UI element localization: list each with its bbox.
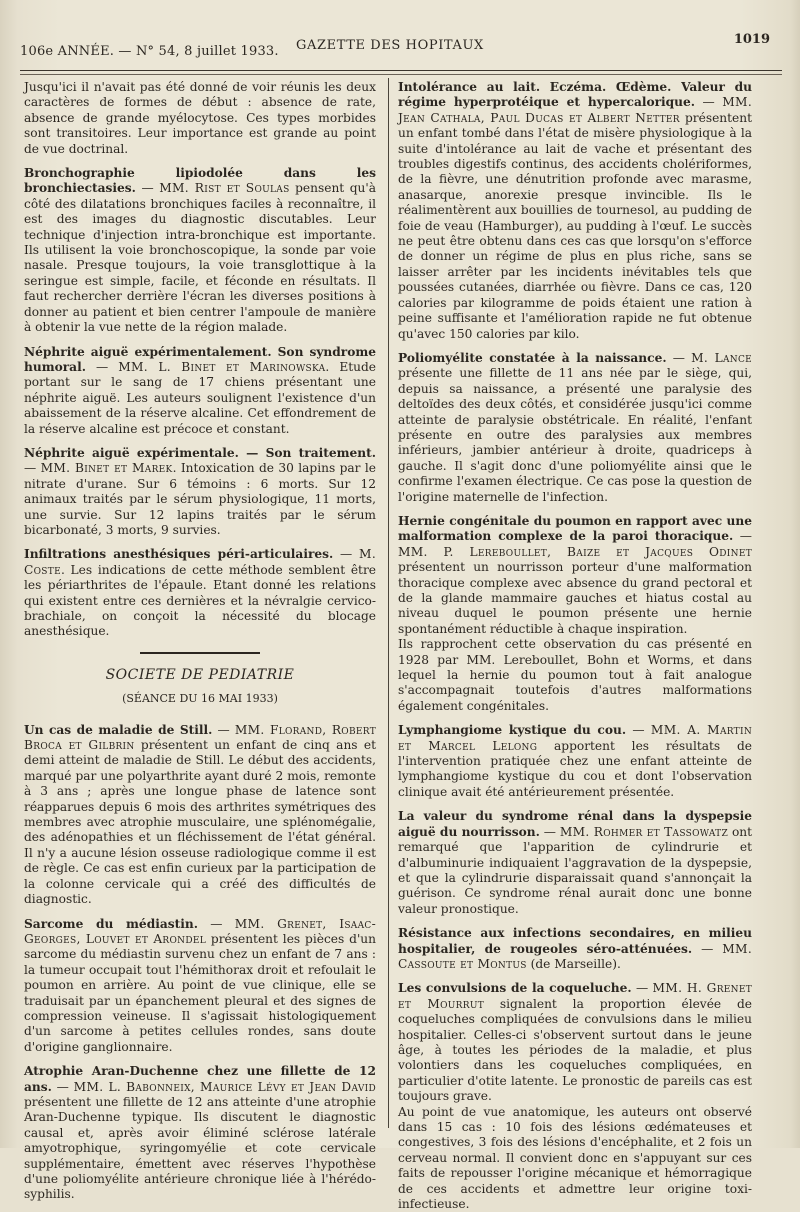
article-body: apportent les résultats de l'intervention pratiquée chez une enfant atteinte de lymphangiome kystique du cou et dont l'observation clinique avait été antérieurement présentée. [398,738,752,799]
article-bronchographie: Bronchographie lipiodolée dans les bronchiectasies. — MM. Rist et Soulas pensent qu'à côté des dilatations bronchiques faciles à reconnaître, il est des images du diagnostic discutables. Leur technique d'injection intra-bronchique est importante. Ils utilisent la voie bronchoscopique, la sonde par voie nasale. Presque toujours, la voie transglottique à la seringue est simple, facile, et féconde en résultats. Il faut rechercher derrière l'écran les diverses positions à donner au patient et bien centrer l'ampoule de manière à obtenir la vue nette de la région malade. [24,166,377,335]
article-body: présentent un enfant tombé dans l'état de misère physiologique à la suite d'intolérance au lait de vache et présentant des troubles digestifs continus, des accidents cholériformes, de la fièvre, une dénutrition profonde avec marasme, anasarque, anorexie presque invincible. Ils le réalimentèrent aux bouillies de tournesol, au pudding de foie de veau (Hamburger), au pudding à l'œuf. Le succès ne peut être obtenu dans ces cas que lorsqu'on s'efforce de donner un régime de plus en plus riche, sans se laisser arrêter par les incidents inévitables tels que poussées cutanées, diarrhée ou fièvre. Dans ce cas, 120 calories par kilogramme de poids étaient une ration à peine suffisante et l'amélioration rapide ne fut obtenue qu'avec 150 calories par kilo. [398,110,752,341]
article-authors: MM. Rist et Soulas [159,181,290,196]
header-rule-secondary [20,74,782,75]
section-rule [140,652,260,654]
article-body: . Etude portant sur le sang de 17 chiens présentant une néphrite aiguë. Les auteurs soulignent l'existence d'un abaissement de la réserve alcaline. Cet effondrement de la réserve alcaline est précoce et constant. [24,359,377,436]
article-authors: MM. H. Grenet et Mourrut [398,981,752,1011]
section-session: (SÉANCE DU 16 MAI 1933) [122,692,278,706]
article-syndrome-renal: La valeur du syndrome rénal dans la dyspepsie aiguë du nourrisson. — MM. Rohmer et Tassowatz ont remarqué que l'apparition de cylindrurie et d'albuminurie indiquaient l'aggravation de la dyspepsie, et que la cylindrurie disparaissait quand s'annonçait la guérison. Ce syndrome rénal aurait donc une bonne valeur pronostique. [398,809,753,916]
article-body: présentent les pièces d'un sarcome du médiastin survenu chez un enfant de 7 ans : la tumeur occupait tout l'hémithorax droit et refoulait le poumon en arrière. Au point de vue clinique, elle se traduisait par un épanchement pleural et des signes de compression veineuse. Il s'agissait histologiquement d'un sarcome à petites cellules rondes, sans doute d'origine ganglionnaire. [24,931,376,1054]
section-header [24,652,376,707]
article-sarcome: Sarcome du médiastin. — MM. Grenet, Isaac-Georges, Louvet et Arondel présentent les pièces d'un sarcome du médiastin survenu chez un enfant de 7 ans : la tumeur occupait tout l'hémithorax droit et refoulait le poumon en arrière. Au point de vue clinique, elle se traduisait par un épanchement pleural et des signes de compression veineuse. Il s'agissait histologiquement d'un sarcome à petites cellules rondes, sans doute d'origine ganglionnaire. [24,916,376,1054]
article-aran-duchenne: Atrophie Aran-Duchenne chez une fillette de 12 ans. — MM. L. Babonneix, Maurice Lévy et Jean David présentent une fillette de 12 ans atteinte d'une atrophie Aran-Duchenne typique. Ils discutent le diagnostic causal et, après avoir éliminé sclérose latérale amyotrophique, syringomyélie et cote cervicale supplémentaire, émettent avec réserves l'hypothèse d'une poliomyélite antérieure chronique liée à l'hérédo-syphilis. [24,1064,377,1202]
article-heading: Un cas de maladie de Still. [24,722,213,737]
article-authors: MM. Jean Cathala, Paul Ducas et Albert Netter [398,95,752,125]
article-heading: Résistance aux infections secondaires, en milieu hospitalier, de rougeoles séro-atténuées. [398,926,752,956]
column-divider [388,78,389,1128]
issue-info: 106e ANNÉE. — N° 54, 8 juillet 1933. [20,44,279,59]
article-body: (de Marseille). [526,956,621,971]
article-body: présentent un enfant de cinq ans et demi atteint de maladie de Still. Le début des accidents, marqué par une polyarthrite ayant duré 2 mois, remonte à 3 ans ; après une longue phase de latence sont réapparues depuis 6 mois des arthrites symétriques des membres avec atrophie musculaire, une splénomégalie, des adénopathies et un fléchissement de l'état général. Il n'y a aucune lésion osseuse radiologique comme il est de règle. Ce cas est enfin curieux par la participation de la colonne cervicale qui a créé des difficultés de diagnostic. [24,738,376,907]
article-authors: MM. L. Binet et Marinowska [118,359,326,374]
article-heading: Néphrite aiguë expérimentalement. Son syndrome humoral. [24,344,376,374]
article-authors: M. Lance [691,350,752,365]
article-heading: Atrophie Aran-Duchenne chez une fillette de 12 ans. [24,1064,376,1094]
article-hernie: Hernie congénitale du poumon en rapport avec une malformation complexe de la paroi thoracique. — MM. P. Lereboullet, Baize et Jacques Odinet présentent un nourrisson porteur d'une malformation thoracique complexe avec absence du grand pectoral et de la glande mammaire gauches et hiatus costal au niveau duquel le poumon présente une hernie spontanément réductible à chaque inspiration. Ils rapprochent cette observation du cas présenté en 1928 par MM. Lereboullet, Bohn et Worms, et dans lequel la hernie du poumon tout à fait analogue s'accompagnait toutefois d'autres malformations également congénitales. [398,513,752,713]
article-heading: Infiltrations anesthésiques péri-articulaires. [24,547,334,562]
publication-title: GAZETTE DES HOPITAUX [296,38,484,53]
article-authors: MM. Grenet, Isaac-Georges, Louvet et Arondel [24,916,376,946]
article-body: . Les indications de cette méthode semblent être les périarthrites de l'épaule. Etant donné les relations qui existent entre ces dernières et la névralgie cervico-brachiale, on conçoit la nécessité du blocage anesthésique. [24,562,376,639]
article-body: signalent la proportion élevée de coqueluches compliquées de convulsions dans le milieu hospitalier. Celles-ci s'observent surtout dans le jeune âge, à toutes les périodes de la maladie, et plus volontiers dans les coqueluches compliquées, en particulier d'otite latente. Le pronostic de pareils cas est toujours grave. [398,996,752,1104]
article-heading: Sarcome du médiastin. [24,916,198,931]
article-poliomyelite: Poliomyélite constatée à la naissance. — M. Lance présente une fillette de 11 ans née par le siège, qui, depuis sa naissance, a présenté une paralysie des deltoïdes des deux côtés, et considérée jusqu'ici comme atteinte de paralysie obstétricale. En réalité, l'enfant présente en outre des paralysies aux membres inférieurs, jambier antérieur à droite, quadriceps à gauche. Il s'agit donc d'une poliomyélite ainsi que le confirme l'examen électrique. Ce cas pose la question de l'origine maternelle de l'infection. [398,350,752,504]
article-heading: Poliomyélite constatée à la naissance. [398,350,667,365]
header-rule [20,70,782,71]
article-body-continued: Au point de vue anatomique, les auteurs ont observé dans 15 cas : 10 fois des lésions œdémateuses et congestives, 3 fois des lésions d'encéphalite, et 2 fois un cerveau normal. Il convient donc en s'appuyant sur ces faits de repousser l'origine mécanique et hémorragique de ces accidents et admettre leur origine toxi-infectieuse. [398,1104,752,1212]
article-heading: Hernie congénitale du poumon en rapport avec une malformation complexe de la paroi thoracique. [398,513,752,544]
right-column [398,80,753,1212]
article-nephrite-humoral: Néphrite aiguë expérimentalement. Son syndrome humoral. — MM. L. Binet et Marinowska. Etude portant sur le sang de 17 chiens présentant une néphrite aiguë. Les auteurs soulignent l'existence d'un abaissement de la réserve alcaline. Cet effondrement de la réserve alcaline est précoce et constant. [24,344,377,436]
article-heading: La valeur du syndrome rénal dans la dyspepsie aiguë du nourrisson. [398,809,752,839]
article-heading: Lymphangiome kystique du cou. [398,723,627,738]
article-body: pensent qu'à côté des dilatations bronchiques faciles à reconnaître, il est des images du diagnostic discutables. Leur technique d'injection intra-bronchique est importante. Ils utilisent la voie bronchoscopique, la sonde par voie nasale. Presque toujours, la voie transglottique à la seringue est simple, facile, et féconde en résultats. Il faut rechercher derrière l'écran les diverses positions à donner au patient et bien centrer l'ampoule de manière à obtenir la vue nette de la région malade. [24,181,377,335]
section-name: SOCIETE DE PEDIATRIE [105,666,295,683]
article-authors: MM. Cassoute et Montus [398,941,752,971]
paragraph-text: Jusqu'ici il n'avait pas été donné de voir réunis les deux caractères de formes de début : absence de rate, absence de grande myélocytose. Ces types morbides sont transitoires. Leur importance est grande au point de vue doctrinal. [24,80,376,156]
article-still: Un cas de maladie de Still. — MM. Florand, Robert Broca et Gilbrin présentent un enfant de cinq ans et demi atteint de maladie de Still. Le début des accidents, marqué par une polyarthrite ayant duré 2 mois, remonte à 3 ans ; après une longue phase de latence sont réapparues depuis 6 mois des arthrites symétriques des membres avec atrophie musculaire, une splénomégalie, des adénopathies et un fléchissement de l'état général. Il n'y a aucune lésion osseuse radiologique comme il est de règle. Ce cas est enfin curieux par la participation de la colonne cervicale qui a créé des difficultés de diagnostic. [24,722,376,907]
article-body: présente une fillette de 11 ans née par le siège, qui, depuis sa naissance, a présenté une paralysie des deltoïdes des deux côtés, et considérée jusqu'ici comme atteinte de paralysie obstétricale. En réalité, l'enfant présente en outre des paralysies aux membres inférieurs, jambier antérieur à droite, quadriceps à gauche. Il s'agit donc d'une poliomyélite ainsi que le confirme l'examen électrique. Ce cas pose la question de l'origine maternelle de l'infection. [398,366,752,504]
article-resistance: Résistance aux infections secondaires, en milieu hospitalier, de rougeoles séro-atténuées. — MM. Cassoute et Montus (de Marseille). [398,926,752,971]
article-authors: MM. L. Babonneix, Maurice Lévy et Jean David [73,1079,377,1094]
article-nephrite-traitement: Néphrite aiguë expérimentale. — Son traitement. — MM. Binet et Marek. Intoxication de 30 lapins par le nitrate d'urane. Sur 6 témoins : 6 morts. Sur 12 animaux traités par le sérum physiologique, 11 morts, une survie. Sur 12 lapins traités par le sérum bicarbonaté, 3 morts, 9 survies. [24,445,377,537]
article-body: . Intoxication de 30 lapins par le nitrate d'urane. Sur 6 témoins : 6 morts. Sur 12 animaux traités par le sérum physiologique, 11 morts, une survie. Sur 12 lapins traités par le sérum bicarbonaté, 3 morts, 9 survies. [24,461,377,537]
article-authors: MM. Florand, Robert Broca et Gilbrin [24,722,376,753]
article-body: présentent une fillette de 12 ans atteinte d'une atrophie Aran-Duchenne typique. Ils discutent le diagnostic causal et, après avoir éliminé sclérose latérale amyotrophique, syringomyélie et cote cervicale supplémentaire, émettent avec réserves l'hypothèse d'une poliomyélite antérieure chronique liée à l'hérédo-syphilis. [24,1094,376,1202]
article-body: présentent un nourrisson porteur d'une malformation thoracique complexe avec absence du grand pectoral et de la glande mammaire gauches et hiatus costal au niveau duquel le poumon présente une hernie spontanément réductible à chaque inspiration. [398,560,752,636]
article-body-continued: Ils rapprochent cette observation du cas présenté en 1928 par MM. Lereboullet, Bohn et Worms, et dans lequel la hernie du poumon tout à fait analogue s'accompagnait toutefois d'autres malformations également congénitales. [398,637,752,713]
article-lymphangiome: Lymphangiome kystique du cou. — MM. A. Martin et Marcel Lelong apportent les résultats de l'intervention pratiquée chez une enfant atteinte de lymphangiome kystique du cou et dont l'observation clinique avait été antérieurement présentée. [398,723,753,799]
article-heading: Les convulsions de la coqueluche. [398,981,632,996]
paragraph [24,80,376,157]
page-header [20,30,770,70]
article-body: ont remarqué que l'apparition de cylindrurie et d'albuminurie indiquaient l'aggravation de la dyspepsie, et que la cylindrurie disparaissait quand s'annonçait la guérison. Ce syndrome rénal aurait donc une bonne valeur pronostique. [398,824,753,916]
article-authors: MM. Rohmer et Tassowatz [559,824,729,839]
article-infiltrations: Infiltrations anesthésiques péri-articulaires. — M. Coste. Les indications de cette méthode semblent être les périarthrites de l'épaule. Etant donné les relations qui existent entre ces dernières et la névralgie cervico-brachiale, on conçoit la nécessité du blocage anesthésique. [24,547,376,639]
article-authors: M. Coste [24,547,376,577]
article-convulsions: Les convulsions de la coqueluche. — MM. H. Grenet et Mourrut signalent la proportion élevée de coqueluches compliquées de convulsions dans le milieu hospitalier. Celles-ci s'observent surtout dans le jeune âge, à toutes les périodes de la maladie, et plus volontiers dans les coqueluches compliquées, en particulier d'otite latente. Le pronostic de pareils cas est toujours grave. Au point de vue anatomique, les auteurs ont observé dans 15 cas : 10 fois des lésions œdémateuses et congestives, 3 fois des lésions d'encéphalite, et 2 fois un cerveau normal. Il convient donc en s'appuyant sur ces faits de repousser l'origine mécanique et hémorragique de ces accidents et admettre leur origine toxi-infectieuse. [398,981,752,1212]
article-authors: MM. A. Martin et Marcel Lelong [398,723,753,753]
article-heading: Néphrite aiguë expérimentale. — Son traitement. [24,445,376,460]
article-intolerance: Intolérance au lait. Eczéma. Œdème. Valeur du régime hyperprotéique et hypercalorique. — MM. Jean Cathala, Paul Ducas et Albert Netter présentent un enfant tombé dans l'état de misère physiologique à la suite d'intolérance au lait de vache et présentant des troubles digestifs continus, des accidents cholériformes, de la fièvre, une dénutrition profonde avec marasme, anasarque, anorexie presque invincible. Ils le réalimentèrent aux bouillies de tournesol, au pudding de foie de veau (Hamburger), au pudding à l'œuf. Le succès ne peut être obtenu dans ces cas que lorsqu'on s'efforce de donner un régime de plus en plus riche, sans se laisser arrêter par les incidents inévitables tels que poussées cutanées, diarrhée ou fièvre. Dans ce cas, 120 calories par kilogramme de poids étaient une ration à peine suffisante et l'amélioration rapide ne fut obtenue qu'avec 150 calories par kilo. [398,80,752,341]
article-authors: MM. Binet et Marek [40,461,173,476]
page-number: 1019 [733,32,770,47]
article-heading: Intolérance au lait. Eczéma. Œdème. Valeur du régime hyperprotéique et hypercalorique. [398,80,752,110]
left-column [24,80,377,1202]
article-authors: MM. P. Lereboullet, Baize et Jacques Odinet [398,544,752,559]
article-heading: Bronchographie lipiodolée dans les bronchiectasies. [24,166,376,196]
